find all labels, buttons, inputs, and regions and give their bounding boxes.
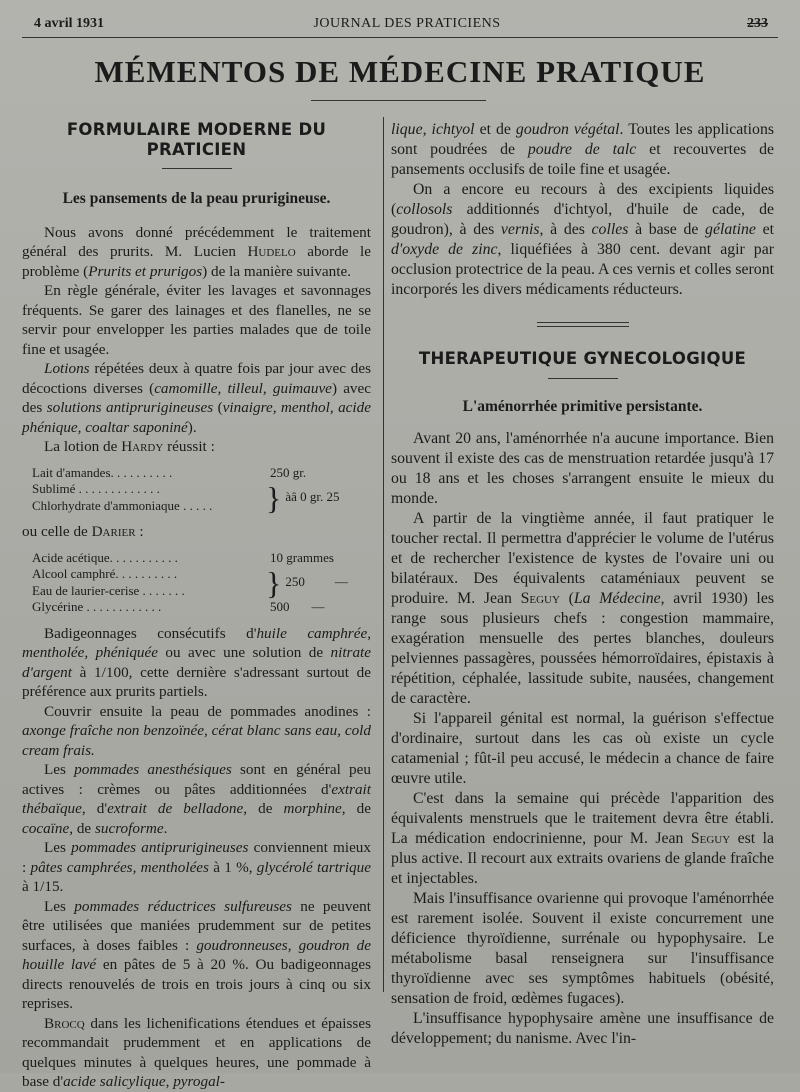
formula-quantity: 250 — [285, 574, 305, 590]
paragraph: L'insuffisance hypophysaire amène une insuffisance de développement; du nanisme. Avec l'in- — [391, 1010, 774, 1047]
paragraph: A partir de la vingtième année, il faut pratiquer le toucher rectal. Il permettra d'apprécier le volume de l'utérus et de rechercher l'existence de kystes de l'ovaire uni ou bilatéraux. Des équivalents cataméniaux peuvent se produire. M. Jean Seguy (La Médecine, avril 1930) les range sous plusieurs chefs : congestion mammaire, exagération mensuelle des pertes blanches, douleurs pelviennes passagères, poussées hémorroïdaires, épistaxis à répétition, céphalée, lassitude subite, nausées, changement de caractère. — [391, 510, 774, 707]
formula-quantity: àâ 0 gr. 25 — [285, 489, 340, 505]
paragraph: Les pommades antiprurigineuses conviennent mieux : pâtes camphrées, mentholées à 1 %, glycérolé tartrique à 1/15. — [22, 839, 371, 895]
section-rule — [162, 168, 232, 169]
brace: } — [266, 564, 282, 601]
formula-ingredient: Sublimé . . . . . . . . . . . . . — [32, 481, 160, 496]
formula-ingredient: Eau de laurier-cerise . . . . . . . — [32, 582, 185, 598]
brace: } — [266, 479, 282, 516]
section-title-therapeutique: THERAPEUTIQUE GYNECOLOGIQUE — [418, 349, 747, 368]
formula-hardy — [32, 465, 371, 515]
paragraph: Si l'appareil génital est normal, la guérison s'effectue d'ordinaire, surtout dans les cas où existe un cycle catamenial ; fût-il peu accusé, le médecin a chance de faire œuvre utile. — [391, 710, 774, 787]
paragraph: Mais l'insuffisance ovarienne qui provoque l'aménorrhée est rarement isolée. Souvent il existe concurrement une déficience thyroïdienne, surrénale ou hypophysaire. Le métabolisme basal renseignera sur l'insuffisance thyroïdienne avec ses symptômes habituels (obésité, sensation de froid, œdèmes fugaces). — [391, 890, 774, 1007]
formula-ingredient: Acide acétique. . . . . . . . . . . — [32, 549, 178, 565]
formula-unit: — — [334, 574, 348, 590]
formula-ingredient: Chlorhydrate d'ammoniaque . . . . . — [32, 497, 213, 513]
paragraph: Badigeonnages consécutifs d'huile camphrée, mentholée, phéniquée ou avec une solution de nitrate d'argent à 1/100, cette dernière s'adressant surtout de préférence aux prurits partiels. — [22, 624, 371, 700]
paragraph: Couvrir ensuite la peau de pommades anodines : axonge fraîche non benzoïnée, cérat blanc sans eau, cold cream frais. — [22, 702, 371, 759]
double-rule — [537, 322, 629, 327]
paragraph: Les pommades réductrices sulfureuses ne peuvent être utilisées que maniées prudemment sur de petites surfaces, à doses faibles : goudronneuses, goudron de houille lavé en pâtes de 5 à 20 %. Ou badigeonnages directs renouvelés de trois en trois jours à cinq ou six reprises. — [22, 897, 371, 1012]
subheading-pansements: Les pansements de la peau prurigineuse. — [62, 190, 331, 207]
left-column — [22, 120, 371, 1092]
formula-ingredient: Lait d'amandes. . . . . . . . . . — [32, 464, 173, 480]
issue-date: 4 avril 1931 — [34, 16, 104, 31]
section-rule — [548, 378, 618, 379]
paragraph: La lotion de Hardy réussit : — [44, 438, 215, 455]
formula-quantity: 250 gr. — [270, 464, 307, 480]
column-divider — [383, 117, 384, 992]
journal-name: JOURNAL DES PRATICIENS — [313, 16, 501, 31]
formula-darier — [32, 550, 371, 616]
paragraph: Lotions répétées deux à quatre fois par jour avec des décoctions diverses (camomille, tilleul, guimauve) avec des solutions antiprurigineuses (vinaigre, menthol, acide phénique, coaltar saponiné). — [22, 360, 372, 436]
paragraph: Nous avons donné précédemment le traitement général des prurits. M. Lucien Hudelo aborde le problème (Prurits et prurigos) de la manière suivante. — [22, 223, 371, 280]
subheading-amenorrhee: L'aménorrhée primitive persistante. — [462, 398, 703, 415]
header-rule — [22, 37, 778, 38]
paragraph: C'est dans la semaine qui précède l'apparition des équivalents menstruels que le traitement devra être établi. La médication endocrinienne, pour M. Jean Seguy est la plus active. Il recourt aux extraits ovariens de glande fraîche et injectables. — [391, 790, 774, 887]
paragraph: ou celle de Darier : — [22, 523, 144, 540]
running-header — [34, 16, 780, 38]
formula-quantity: 500 — [270, 599, 290, 614]
paragraph: Les pommades anesthésiques sont en général peu actives : crèmes ou pâtes additionnées d'extrait thébaïque, d'extrait de belladone, de morphine, de cocaïne, de sucroforme. — [22, 761, 371, 837]
formula-ingredient: Glycérine . . . . . . . . . . . . — [32, 599, 162, 614]
paragraph: lique, ichtyol et de goudron végétal. Toutes les applications sont poudrées de poudre de talc et recouvertes de pansements occlusifs de toile fine et usagée. — [391, 121, 775, 178]
page-number: 233 — [747, 16, 768, 31]
paragraph: En règle générale, éviter les lavages et savonnages fréquents. Se garer des lainages et des flanelles, ne se servir pour envelopper les parties malades que de toile fine et usagée. — [22, 282, 371, 358]
paragraph: Avant 20 ans, l'aménorrhée n'a aucune importance. Bien souvent il existe des cas de menstruation retardée jusqu'à 17 ou 18 ans et les choses s'arrangent ensuite le mieux du monde. — [391, 430, 774, 507]
paragraph: Brocq dans les lichenifications étendues et épaisses recommandait prudemment et en applications de quelques minutes à quelques heures, une pommade à base d'acide salicylique, pyrogal- — [22, 1014, 371, 1090]
section-title-formulaire: FORMULAIRE MODERNE DU PRATICIEN — [66, 120, 327, 159]
formula-ingredient: Alcool camphré. . . . . . . . . . — [32, 566, 178, 581]
formula-unit: — — [311, 599, 325, 614]
formula-quantity: 10 grammes — [270, 549, 334, 565]
paragraph: On a encore eu recours à des excipients liquides (collosols additionnés d'ichtyol, d'huile de cade, de goudron), à des vernis, à des colles à base de gélatine et d'oxyde de zinc, liquéfiées à 380 cent. devant agir par occlusion protectrice de la peau. A ces vernis et colles seront incorporés les divers médicaments réducteurs. — [391, 181, 774, 298]
main-title: MÉMENTOS DE MÉDECINE PRATIQUE — [94, 54, 706, 89]
title-rule — [311, 100, 486, 101]
right-column — [391, 120, 774, 1049]
